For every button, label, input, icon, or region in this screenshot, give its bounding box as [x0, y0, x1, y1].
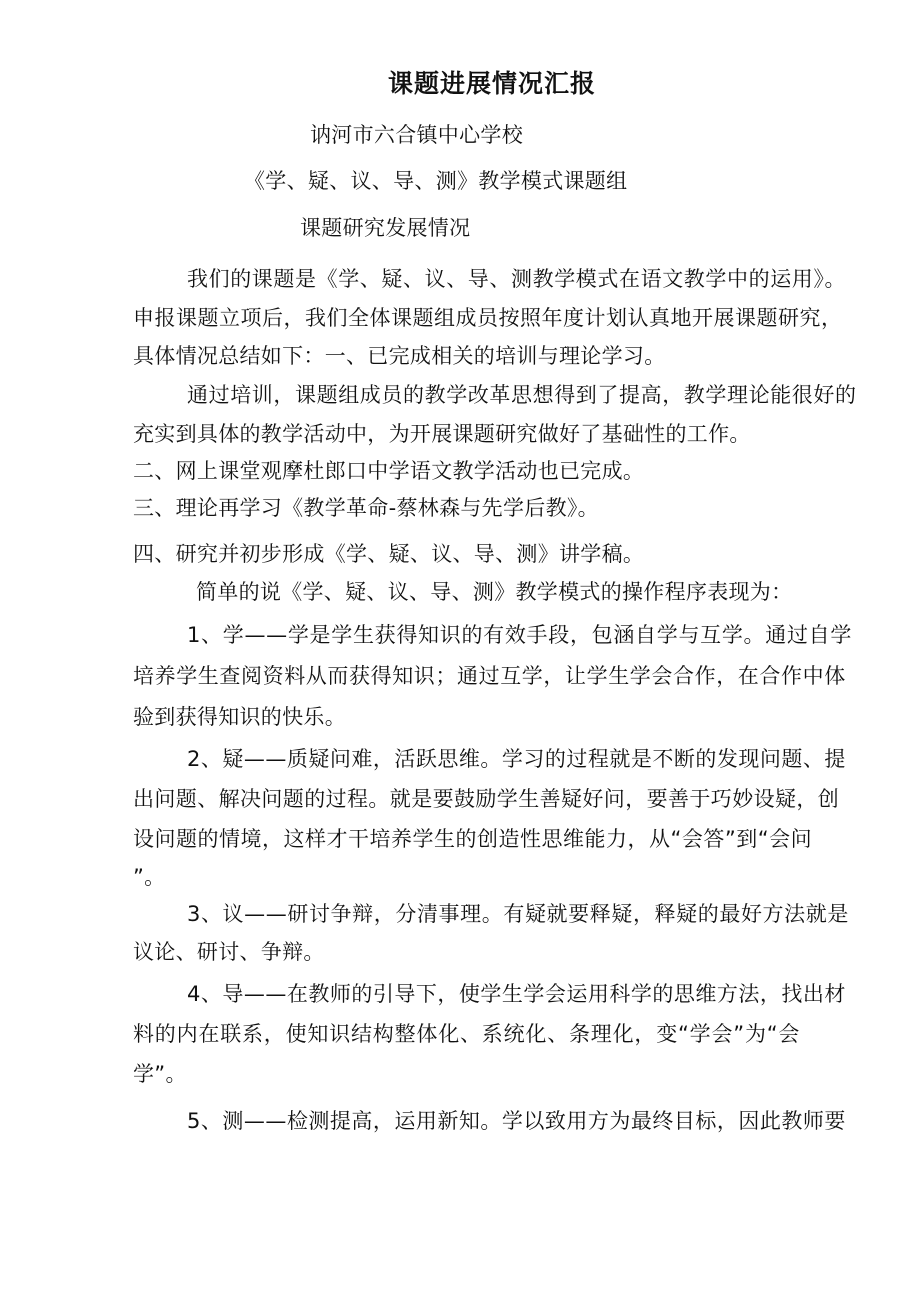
section-subtitle: 课题研究发展情况 [300, 216, 471, 240]
body-line: 申报课题立项后，我们全体课题组成员按照年度计划认真地开展课题研究， [133, 306, 843, 330]
body-line: 5、测——检测提高，运用新知。学以致用方为最终目标，因此教师要 [187, 1109, 846, 1133]
body-line: 通过培训，课题组成员的教学改革思想得到了提高，教学理论能很好的 [187, 383, 857, 407]
body-line: ”。 [133, 865, 166, 889]
document-title: 课题进展情况汇报 [388, 69, 597, 98]
body-line: 验到获得知识的快乐。 [133, 705, 346, 729]
body-line: 议论、研讨、争辩。 [133, 940, 325, 964]
body-line: 二、网上课堂观摩杜郎口中学语文教学活动也已完成。 [133, 459, 645, 483]
body-line: 四、研究并初步形成《学、疑、议、导、测》讲学稿。 [133, 542, 645, 566]
body-line: 充实到具体的教学活动中，为开展课题研究做好了基础性的工作。 [133, 422, 751, 446]
body-line: 培养学生查阅资料从而获得知识；通过互学，让学生学会合作，在合作中体 [133, 664, 846, 688]
body-line: 设问题的情境，这样才干培养学生的创造性思维能力，从“会答”到“会问 [133, 827, 813, 851]
body-line: 具体情况总结如下：一、已完成相关的培训与理论学习。 [133, 344, 666, 368]
body-line: 简单的说《学、疑、议、导、测》教学模式的操作程序表现为： [196, 580, 793, 604]
body-line: 3、议——研讨争辩，分清事理。有疑就要释疑，释疑的最好方法就是 [187, 902, 849, 926]
body-line: 出问题、解决问题的过程。就是要鼓励学生善疑好问，要善于巧妙设疑，创 [133, 787, 840, 811]
body-line: 1、学——学是学生获得知识的有效手段，包涵自学与互学。通过自学 [187, 623, 853, 647]
body-line: 学”。 [133, 1062, 187, 1086]
body-line: 料的内在联系，使知识结构整体化、系统化、条理化，变“学会”为“会 [133, 1022, 801, 1046]
research-group: 《学、疑、议、导、测》教学模式课题组 [244, 169, 628, 193]
body-line: 2、疑——质疑问难，活跃思维。学习的过程就是不断的发现问题、提 [187, 747, 846, 771]
body-line: 三、理论再学习《教学革命-蔡林森与先学后教》。 [133, 496, 599, 520]
body-line: 我们的课题是《学、疑、议、导、测教学模式在语文教学中的运用》。 [187, 267, 847, 291]
body-line: 4、导——在教师的引导下，使学生学会运用科学的思维方法，找出材 [187, 982, 846, 1006]
school-name: 讷河市六合镇中心学校 [310, 123, 523, 147]
